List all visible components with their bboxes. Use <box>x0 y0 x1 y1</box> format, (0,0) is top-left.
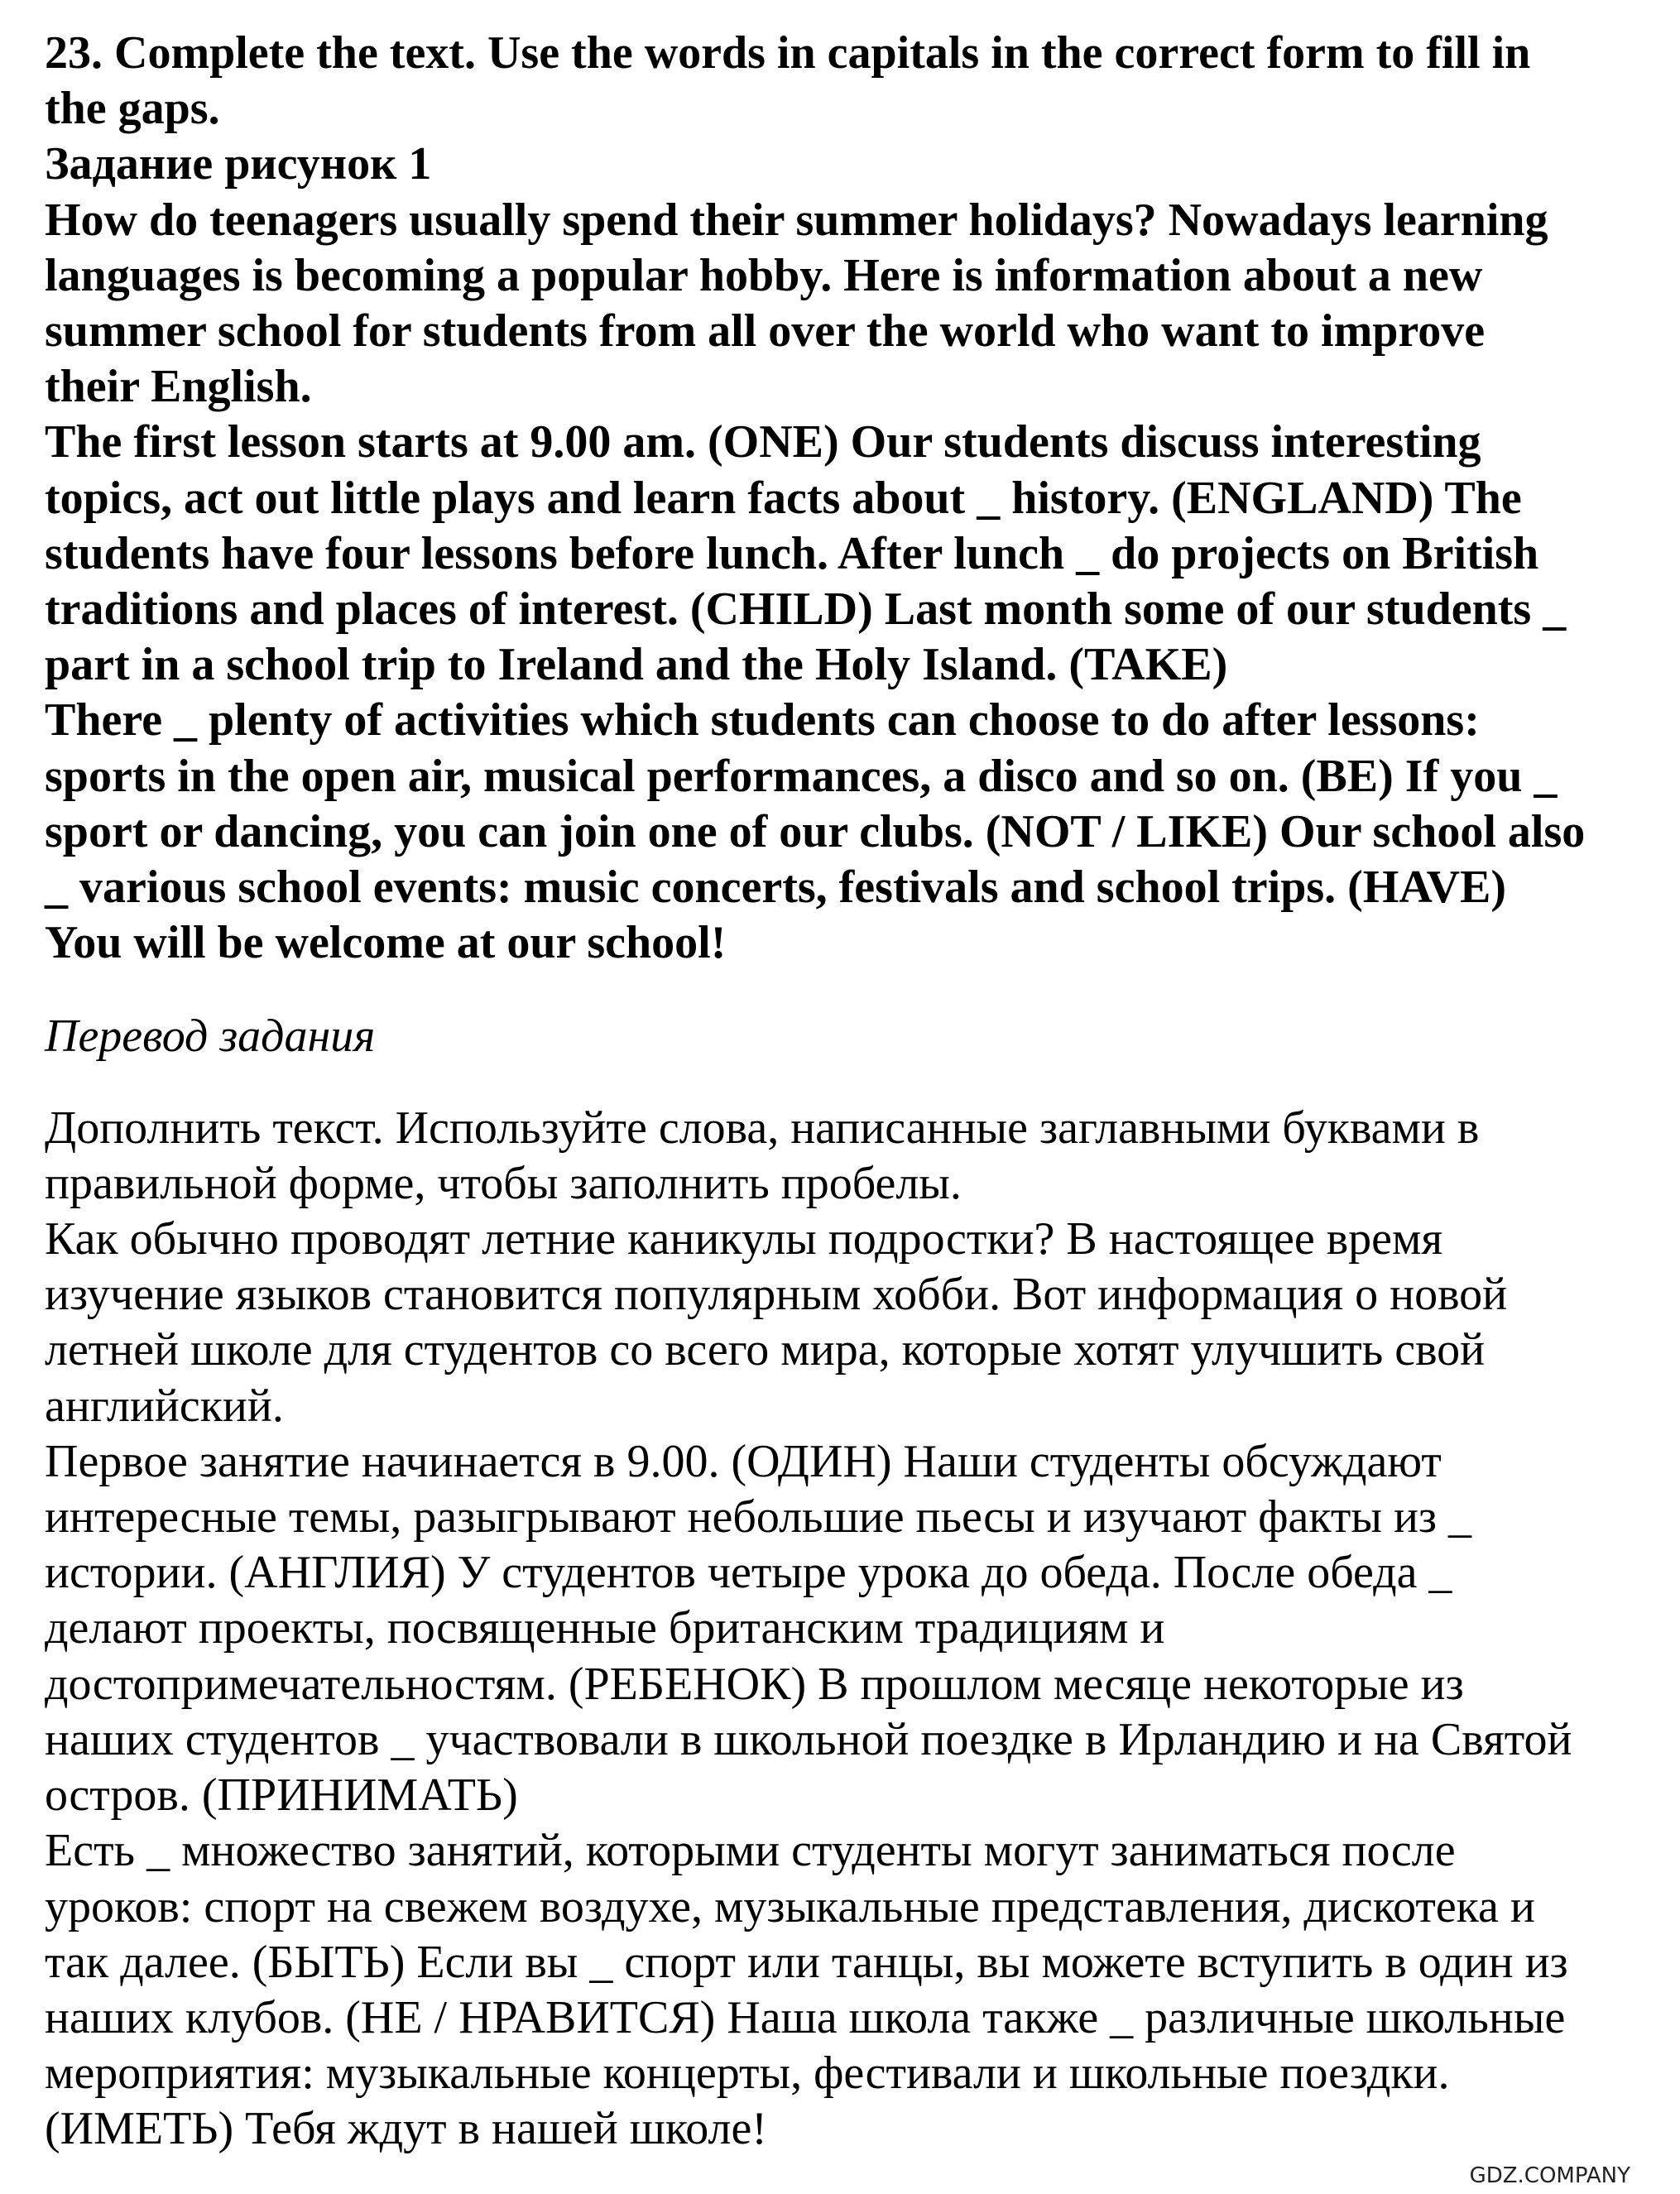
translation-text <box>45 1101 1663 2158</box>
text-line: истории. (АНГЛИЯ) У студентов четыре урока до обеда. После обеда _ <box>45 1547 1452 1599</box>
text-line: правильной форме, чтобы заполнить пробелы. <box>45 1157 962 1209</box>
text-line: their English. <box>45 361 312 413</box>
text-line: интересные темы, разыгрывают небольшие пьесы и изучают факты из _ <box>45 1491 1472 1543</box>
text-line: There _ plenty of activities which students can choose to do after lessons: <box>45 694 1480 747</box>
text-line: делают проекты, посвященные британским традициям и <box>45 1602 1165 1654</box>
document <box>45 26 1663 2158</box>
text-line: students have four lessons before lunch. After lunch _ do projects on British <box>45 527 1539 579</box>
text-line: The first lesson starts at 9.00 am. (ONE) Our students discuss interesting <box>45 416 1481 468</box>
task-subtitle: Задание рисунок 1 <box>45 138 432 190</box>
text-line: topics, act out little plays and learn facts about _ history. (ENGLAND) The <box>45 472 1522 524</box>
translation-heading: Перевод задания <box>45 1011 376 1063</box>
text-line: уроков: спорт на свежем воздухе, музыкальные представления, дискотека и <box>45 1880 1535 1932</box>
text-line: summer school for students from all over the world who want to improve <box>45 305 1486 358</box>
text-line: You will be welcome at our school! <box>45 917 727 969</box>
text-line: Дополнить текст. Используйте слова, написанные заглавными буквами в <box>45 1102 1480 1154</box>
task-title-line-2: the gaps. <box>45 83 220 135</box>
text-line: sport or dancing, you can join one of our clubs. (NOT / LIKE) Our school also <box>45 805 1586 857</box>
text-line: остров. (ПРИНИМАТЬ) <box>45 1769 518 1822</box>
text-line: Первое занятие начинается в 9.00. (ОДИН) Наши студенты обсуждают <box>45 1435 1442 1487</box>
text-line: traditions and places of interest. (CHILD) Last month some of our students _ <box>45 583 1567 636</box>
text-line: английский. <box>45 1380 284 1432</box>
text-line: _ various school events: music concerts, festivals and school trips. (HAVE) <box>45 862 1507 914</box>
task-text <box>45 193 1663 972</box>
text-line: так далее. (БЫТЬ) Если вы _ спорт или танцы, вы можете вступить в один из <box>45 1936 1568 1988</box>
text-line: languages is becoming a popular hobby. Here is information about a new <box>45 249 1483 301</box>
text-line: (ИМЕТЬ) Тебя ждут в нашей школе! <box>45 2103 767 2155</box>
text-line: наших клубов. (НЕ / НРАВИТСЯ) Наша школа также _ различные школьные <box>45 1991 1566 2043</box>
text-line: достопримечательностям. (РЕБЕНОК) В прошлом месяце некоторые из <box>45 1658 1464 1710</box>
text-line: Есть _ множество занятий, которыми студенты могут заниматься после <box>45 1825 1456 1877</box>
text-line: летней школе для студентов со всего мира, которые хотят улучшить свой <box>45 1324 1486 1376</box>
text-line: наших студентов _ участвовали в школьной поездке в Ирландию и на Святой <box>45 1713 1572 1765</box>
text-line: мероприятия: музыкальные концерты, фестивали и школьные поездки. <box>45 2048 1450 2100</box>
text-line: Как обычно проводят летние каникулы подростки? В настоящее время <box>45 1213 1443 1265</box>
text-line: part in a school trip to Ireland and the Holy Island. (TAKE) <box>45 639 1228 691</box>
watermark: GDZ.COMPANY <box>1469 2163 1630 2188</box>
text-line: изучение языков становится популярным хобби. Вот информация о новой <box>45 1269 1508 1321</box>
task-title-line-1: 23. Complete the text. Use the words in capitals in the correct form to fill in <box>45 27 1531 79</box>
text-line: How do teenagers usually spend their summer holidays? Nowadays learning <box>45 194 1548 246</box>
text-line: sports in the open air, musical performances, a disco and so on. (BE) If you _ <box>45 750 1558 802</box>
